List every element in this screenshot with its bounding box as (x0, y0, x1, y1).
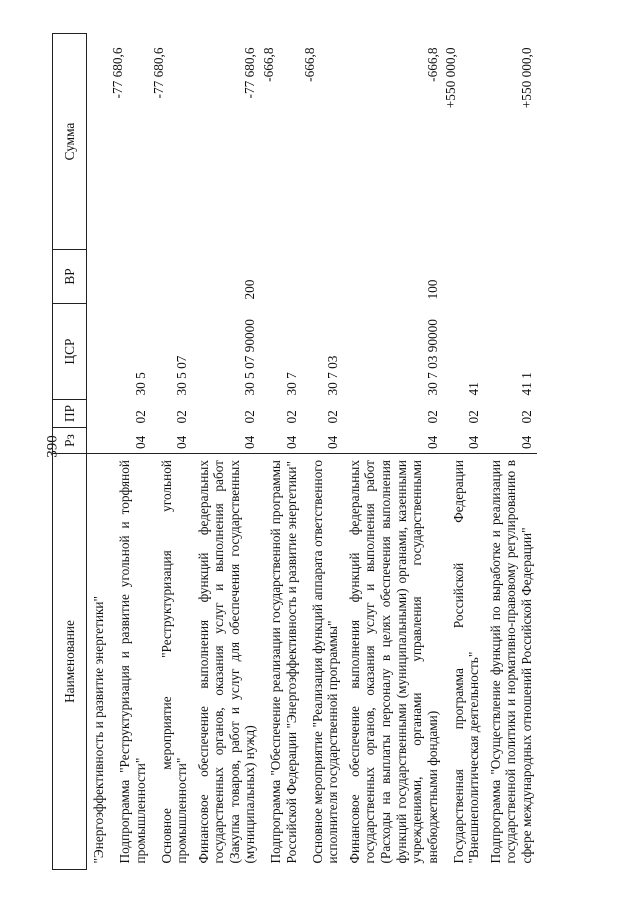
header-name: Наименование (53, 454, 87, 870)
row-name: Подпрограмма "Реструктуризация и развитие угольной и торфяной промышленности" (110, 454, 152, 870)
row-sum: -77 680,6 (242, 47, 258, 99)
row-rz: 04 (174, 435, 190, 449)
row-name: Финансовое обеспечение выполнения функций федеральных государственных органов, оказания услуг и выполнения работ (Расходы на выплаты персоналу в целях обеспечения выполнения функций государственными (муниципальными) органами, казенными учреждениями, органами управления государственными внебюджетными фондами) (344, 454, 443, 870)
row-name: Подпрограмма "Осуществление функций по выработке и реализации государственной политики и нормативно-правовому регулированию в сфере международных отношений Российской Федерации" (485, 454, 538, 870)
row-csr: 30 5 (132, 372, 148, 396)
row-sum: -666,8 (302, 47, 318, 82)
row-name: Основное мероприятие "Реализация функций аппарата ответственного исполнителя государственной программы" (302, 454, 344, 870)
row-pr: 02 (424, 410, 440, 424)
row-sum: -666,8 (424, 47, 440, 82)
row-sum: +550 000,0 (518, 47, 534, 109)
header-csr: ЦСР (53, 304, 87, 400)
table-row (261, 34, 303, 870)
row-sum (87, 34, 110, 250)
table-row (151, 34, 193, 870)
row-name: Основное мероприятие "Реструктуризация угольной промышленности" (151, 454, 193, 870)
row-pr: 02 (325, 410, 341, 424)
row-name: "Энергоэффективность и развитие энергетики" (87, 454, 110, 870)
row-vr (485, 250, 538, 304)
row-pr (87, 400, 110, 428)
header-rz: Рз (53, 428, 87, 454)
row-csr (87, 304, 110, 400)
table-row (344, 34, 443, 870)
row-vr (302, 250, 344, 304)
row-csr: 41 (466, 382, 482, 396)
row-vr (151, 250, 193, 304)
row-vr (110, 250, 152, 304)
row-pr: 02 (518, 410, 534, 424)
header-pr: ПР (53, 400, 87, 428)
row-name: Подпрограмма "Обеспечение реализации государственной программы Российской Федерации "Энергоэффективность и развитие энергетики" (261, 454, 303, 870)
row-rz: 04 (132, 435, 148, 449)
row-pr: 02 (283, 410, 299, 424)
row-sum: -666,8 (260, 47, 276, 82)
row-sum: -77 680,6 (151, 47, 167, 99)
row-rz: 04 (424, 435, 440, 449)
row-rz: 04 (325, 435, 341, 449)
row-vr (261, 250, 303, 304)
row-sum: -77 680,6 (109, 47, 125, 99)
table-row (193, 34, 261, 870)
table-row (302, 34, 344, 870)
row-csr: 30 5 07 (174, 355, 190, 396)
row-csr: 41 1 (518, 372, 534, 396)
row-pr: 02 (242, 410, 258, 424)
row-rz: 04 (283, 435, 299, 449)
row-csr: 30 7 03 (325, 355, 341, 396)
row-vr (443, 250, 485, 304)
row-vr (87, 250, 110, 304)
row-csr: 30 7 03 90000 (424, 319, 440, 396)
row-vr: 200 (242, 279, 258, 300)
row-rz: 04 (518, 435, 534, 449)
header-sum: Сумма (53, 34, 87, 250)
table-row (485, 34, 538, 870)
rotated-page-content (52, 34, 596, 870)
page-number: 390 (44, 435, 61, 458)
row-rz: 04 (242, 435, 258, 449)
row-rz (87, 428, 110, 454)
table-row (110, 34, 152, 870)
row-pr: 02 (466, 410, 482, 424)
header-row (53, 34, 87, 870)
header-vr: ВР (53, 250, 87, 304)
row-pr: 02 (132, 410, 148, 424)
row-csr: 30 5 07 90000 (242, 319, 258, 396)
row-csr: 30 7 (283, 372, 299, 396)
row-rz: 04 (466, 435, 482, 449)
table-body (87, 34, 538, 870)
budget-table (52, 33, 537, 870)
row-vr: 100 (424, 279, 440, 300)
row-pr: 02 (174, 410, 190, 424)
table-row (87, 34, 110, 870)
row-name: Финансовое обеспечение выполнения функций федеральных государственных органов, оказания услуг и выполнения работ (Закупка товаров, работ и услуг для обеспечения государственных (муниципальных) нужд) (193, 454, 261, 870)
row-sum: +550 000,0 (443, 47, 459, 109)
row-name: Государственная программа Российской Федерации "Внешнеполитическая деятельность" (443, 454, 485, 870)
table-header (53, 34, 87, 870)
table-row (443, 34, 485, 870)
